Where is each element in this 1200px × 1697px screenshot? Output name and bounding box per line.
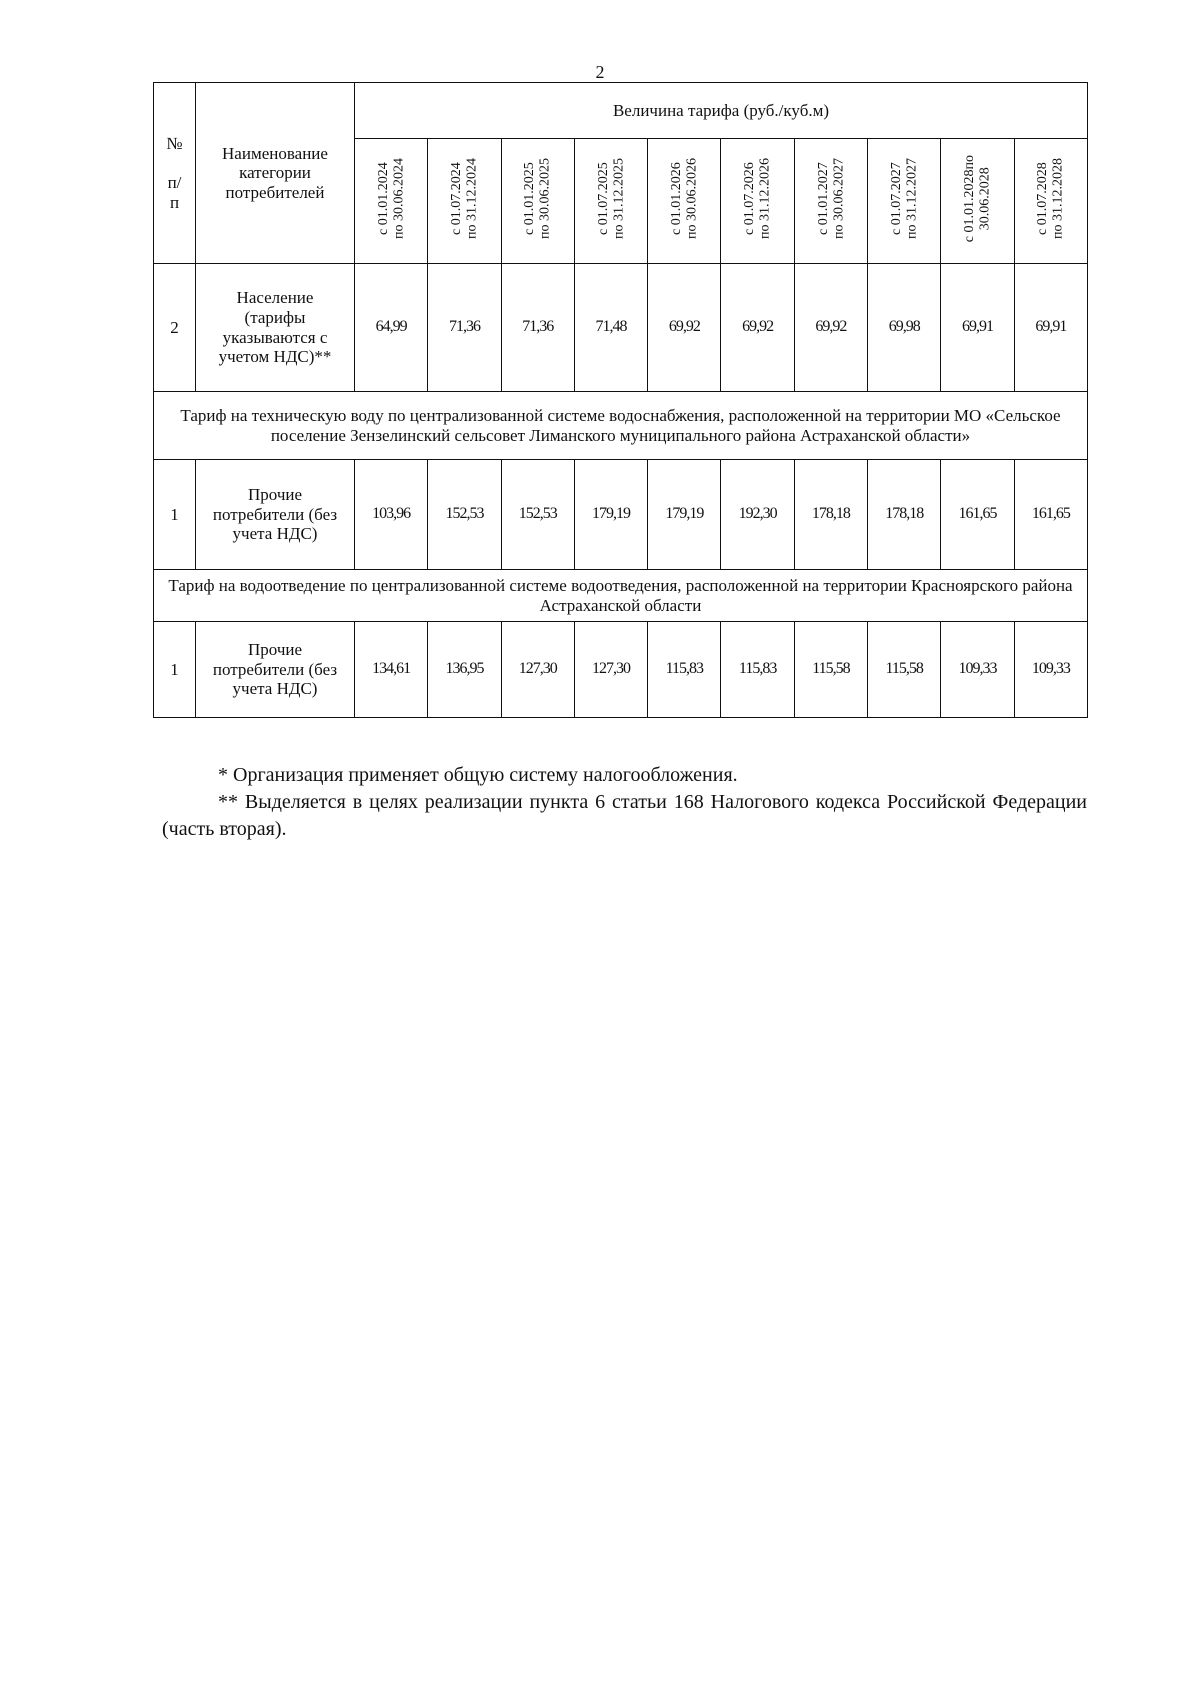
row-number: 1 [154,460,196,570]
table-row-population [154,264,1088,392]
tariff-value: 69,98 [868,264,941,392]
period-header: с 01.07.2025 по 31.12.2025 [574,139,647,264]
tariff-value: 115,58 [868,622,941,718]
tariff-value: 103,96 [355,460,428,570]
tariff-value: 127,30 [574,622,647,718]
period-header: с 01.01.2027 по 30.06.2027 [794,139,867,264]
row-number: 2 [154,264,196,392]
tariff-value: 71,36 [428,264,501,392]
tariff-value: 178,18 [868,460,941,570]
tariff-value: 115,58 [794,622,867,718]
tariff-group-header: Величина тарифа (руб./куб.м) [355,83,1088,139]
tariff-value: 127,30 [501,622,574,718]
period-header: с 01.07.2026 по 31.12.2026 [721,139,794,264]
footnote-vat: ** Выделяется в целях реализации пункта 6 статьи 168 Налогового кодекса Российской Федерации (часть вторая). [162,791,1087,840]
tariff-value: 69,92 [794,264,867,392]
col-num-header: № п/ п [154,83,196,264]
tariff-value: 136,95 [428,622,501,718]
tariff-table [153,82,1088,718]
section-header-row [154,570,1088,622]
category-name: Население (тарифы указываются с учетом НДС)** [196,264,355,392]
tariff-value: 64,99 [355,264,428,392]
period-header: с 01.07.2027 по 31.12.2027 [868,139,941,264]
table-row-sewage [154,622,1088,718]
tariff-value: 69,92 [648,264,721,392]
tariff-value: 115,83 [648,622,721,718]
tariff-value: 178,18 [794,460,867,570]
footnotes [162,762,1087,843]
tariff-value: 161,65 [941,460,1014,570]
tariff-value: 179,19 [648,460,721,570]
section-title-sewage: Тариф на водоотведение по централизованной системе водоотведения, расположенной на территории Красноярского района Астраханской области [154,570,1088,622]
tariff-value: 152,53 [501,460,574,570]
tariff-value: 179,19 [574,460,647,570]
footnote-tax-system: * Организация применяет общую систему налогообложения. [218,764,738,786]
tariff-value: 69,91 [1014,264,1087,392]
tariff-table-container [153,82,1087,718]
col-name-header: Наименование категории потребителей [196,83,355,264]
tariff-value: 109,33 [941,622,1014,718]
tariff-value: 134,61 [355,622,428,718]
tariff-value: 69,92 [721,264,794,392]
section-title-tech-water: Тариф на техническую воду по централизованной системе водоснабжения, расположенной на территории МО «Сельское поселение Зензелинский сельсовет Лиманского муниципального района Астраханской области» [154,392,1088,460]
table-row-tech-water [154,460,1088,570]
period-header: с 01.01.2026 по 30.06.2026 [648,139,721,264]
tariff-value: 161,65 [1014,460,1087,570]
period-header: с 01.07.2028 по 31.12.2028 [1014,139,1087,264]
period-header: с 01.01.2028по 30.06.2028 [941,139,1014,264]
tariff-value: 109,33 [1014,622,1087,718]
tariff-value: 152,53 [428,460,501,570]
tariff-value: 192,30 [721,460,794,570]
tariff-value: 71,48 [574,264,647,392]
tariff-value: 71,36 [501,264,574,392]
period-header: с 01.07.2024 по 31.12.2024 [428,139,501,264]
section-header-row [154,392,1088,460]
period-header: с 01.01.2024 по 30.06.2024 [355,139,428,264]
period-header: с 01.01.2025 по 30.06.2025 [501,139,574,264]
row-number: 1 [154,622,196,718]
tariff-value: 115,83 [721,622,794,718]
page-number: 2 [595,62,605,82]
category-name: Прочие потребители (без учета НДС) [196,622,355,718]
category-name: Прочие потребители (без учета НДС) [196,460,355,570]
header-row-group [154,83,1088,139]
tariff-value: 69,91 [941,264,1014,392]
